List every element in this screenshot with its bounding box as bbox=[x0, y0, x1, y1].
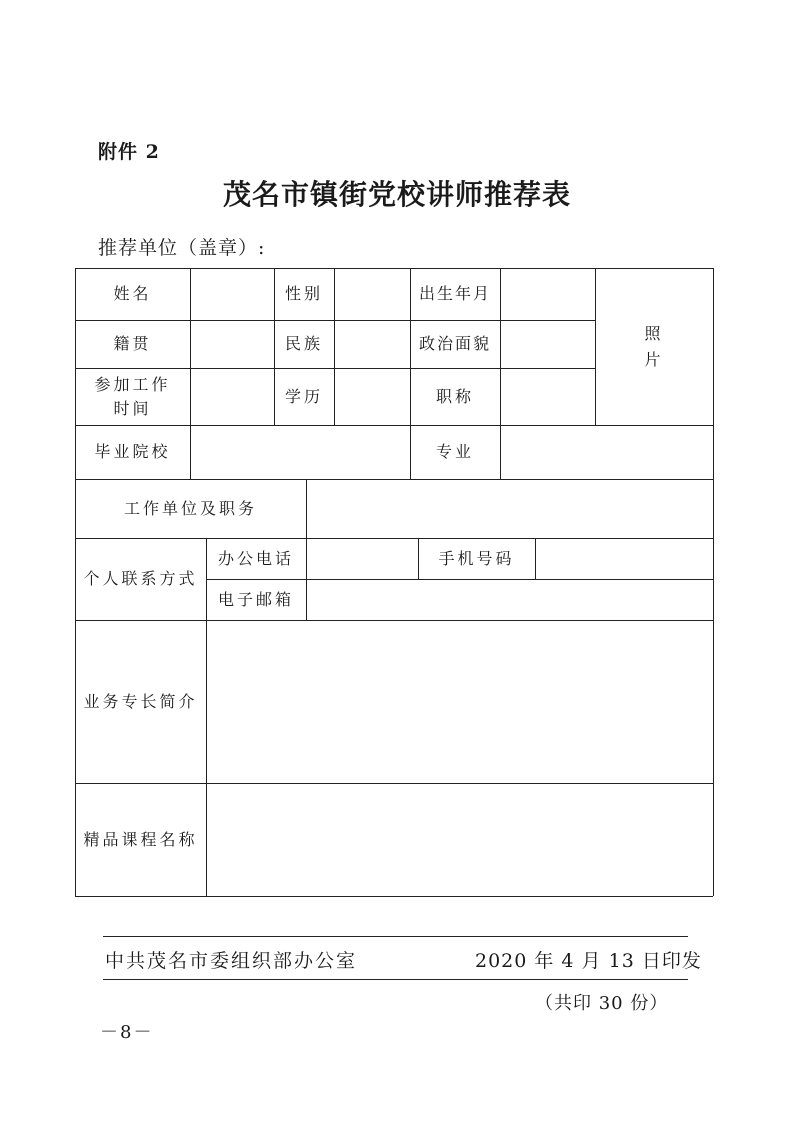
label-email: 电子邮箱 bbox=[217, 589, 294, 609]
label-contact: 个人联系方式 bbox=[83, 569, 198, 588]
label-photo: 照 片 bbox=[644, 323, 664, 369]
page-title: 茂名市镇街党校讲师推荐表 bbox=[222, 178, 571, 211]
label-birth: 出生年月 bbox=[418, 284, 491, 303]
footer-rule-top bbox=[103, 936, 688, 937]
label-ethnicity: 民族 bbox=[284, 334, 323, 353]
label-native-place: 籍贯 bbox=[113, 334, 152, 353]
recommend-unit-label: 推荐单位（盖章）: bbox=[98, 237, 266, 259]
label-major: 专业 bbox=[435, 442, 474, 461]
label-name: 姓名 bbox=[113, 284, 152, 303]
label-gender: 性别 bbox=[284, 284, 323, 303]
label-mobile: 手机号码 bbox=[438, 548, 515, 568]
label-office-phone: 办公电话 bbox=[217, 548, 294, 568]
attachment-label: 附件 2 bbox=[98, 141, 160, 163]
label-title-rank: 职称 bbox=[435, 386, 474, 406]
copies-count: （共印 30 份） bbox=[535, 993, 669, 1014]
label-graduate-school: 毕业院校 bbox=[94, 442, 171, 461]
label-work-start: 参加工作 时间 bbox=[94, 374, 171, 418]
label-political-status: 政治面貌 bbox=[418, 334, 491, 353]
issuer: 中共茂名市委组织部办公室 bbox=[105, 950, 358, 972]
label-expertise: 业务专长简介 bbox=[83, 691, 198, 711]
issue-date: 2020 年 4 月 13 日印发 bbox=[475, 950, 702, 972]
label-work-unit: 工作单位及职务 bbox=[123, 498, 257, 518]
label-education: 学历 bbox=[284, 386, 323, 406]
footer-rule-bottom bbox=[103, 979, 688, 980]
label-courses: 精品课程名称 bbox=[83, 829, 198, 849]
page-number: －8－ bbox=[100, 1022, 154, 1043]
